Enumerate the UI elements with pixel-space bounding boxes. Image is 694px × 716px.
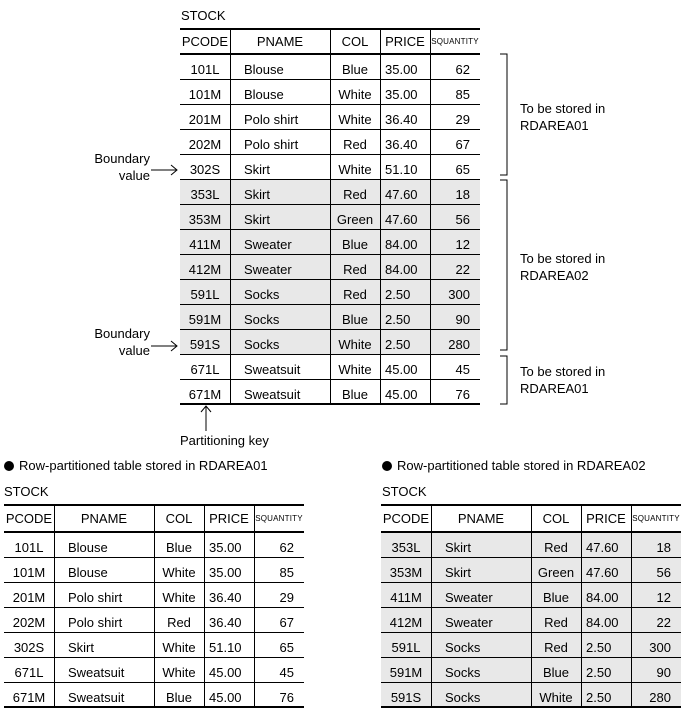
col-cell: Red bbox=[343, 287, 367, 302]
header-pname: PNAME bbox=[80, 510, 128, 526]
price-cell: 84.00 bbox=[385, 237, 418, 252]
pcode-cell: 101L bbox=[190, 62, 220, 77]
col-cell: Blue bbox=[165, 690, 193, 705]
quantity-cell: 300 bbox=[448, 287, 470, 302]
quantity-cell: 29 bbox=[279, 590, 294, 605]
price-cell: 35.00 bbox=[385, 62, 418, 77]
pcode-cell: 302S bbox=[13, 640, 45, 655]
quantity-cell: 76 bbox=[279, 690, 294, 705]
price-cell: 2.50 bbox=[586, 640, 612, 655]
quantity-cell: 76 bbox=[455, 387, 470, 402]
boundary-arrow-1 bbox=[151, 165, 177, 175]
pname-cell: Blouse bbox=[244, 62, 284, 77]
pname-cell: Polo shirt bbox=[244, 112, 299, 127]
pname-cell: Socks bbox=[445, 690, 481, 705]
bracket-label-3: To be stored in RDAREA01 bbox=[520, 364, 606, 396]
column-rule bbox=[431, 504, 432, 707]
col-cell: Blue bbox=[542, 590, 570, 605]
header-col: COL bbox=[341, 33, 369, 49]
pname-cell: Sweatsuit bbox=[244, 387, 301, 402]
quantity-cell: 67 bbox=[455, 137, 470, 152]
pname-cell: Socks bbox=[244, 312, 280, 327]
column-rule bbox=[204, 504, 205, 707]
pname-cell: Sweatsuit bbox=[244, 362, 301, 377]
pcode-cell: 353M bbox=[188, 212, 222, 227]
partition-key-arrow bbox=[201, 406, 211, 431]
column-rule bbox=[54, 504, 55, 707]
quantity-cell: 45 bbox=[455, 362, 470, 377]
pcode-cell: 591M bbox=[188, 312, 222, 327]
partition-key-label: Partitioning key bbox=[180, 433, 269, 448]
quantity-cell: 56 bbox=[656, 565, 671, 580]
pcode-cell: 353L bbox=[190, 187, 220, 202]
header-col: COL bbox=[542, 510, 570, 526]
col-cell: Blue bbox=[542, 665, 570, 680]
bullet-icon bbox=[382, 461, 392, 471]
column-rule bbox=[531, 504, 532, 707]
quantity-cell: 280 bbox=[448, 337, 470, 352]
column-rule bbox=[154, 504, 155, 707]
pcode-cell: 591M bbox=[389, 665, 423, 680]
pname-cell: Socks bbox=[244, 337, 280, 352]
col-cell: Blue bbox=[341, 312, 369, 327]
price-cell: 2.50 bbox=[586, 665, 612, 680]
col-cell: White bbox=[338, 337, 372, 352]
price-cell: 36.40 bbox=[209, 615, 242, 630]
pname-cell: Polo shirt bbox=[244, 137, 299, 152]
header-pcode: PCODE bbox=[5, 510, 53, 526]
pname-cell: Sweatsuit bbox=[68, 665, 125, 680]
pname-cell: Sweater bbox=[244, 262, 292, 277]
header-pname: PNAME bbox=[256, 33, 304, 49]
col-cell: White bbox=[338, 362, 372, 377]
header-squantity: SQUANTITY bbox=[632, 513, 680, 523]
pcode-cell: 412M bbox=[389, 615, 423, 630]
header-squantity: SQUANTITY bbox=[431, 36, 479, 46]
price-cell: 35.00 bbox=[209, 540, 242, 555]
pname-cell: Skirt bbox=[244, 212, 270, 227]
col-cell: Blue bbox=[341, 62, 369, 77]
price-cell: 47.60 bbox=[385, 187, 418, 202]
pname-cell: Sweatsuit bbox=[68, 690, 125, 705]
boundary-arrow-2 bbox=[151, 341, 177, 351]
price-cell: 84.00 bbox=[385, 262, 418, 277]
quantity-cell: 90 bbox=[656, 665, 671, 680]
main-table-title: STOCK bbox=[181, 8, 226, 23]
pname-cell: Sweater bbox=[445, 615, 493, 630]
col-cell: Blue bbox=[341, 237, 369, 252]
pcode-cell: 101M bbox=[12, 565, 46, 580]
pname-cell: Socks bbox=[445, 665, 481, 680]
left-table-caption bbox=[4, 459, 268, 472]
pcode-cell: 202M bbox=[12, 615, 46, 630]
right-caption-text: Row-partitioned table stored in RDAREA02 bbox=[397, 458, 646, 473]
quantity-cell: 67 bbox=[279, 615, 294, 630]
price-cell: 45.00 bbox=[385, 362, 418, 377]
quantity-cell: 85 bbox=[279, 565, 294, 580]
bracket-label-2: To be stored in RDAREA02 bbox=[520, 251, 606, 283]
price-cell: 47.60 bbox=[586, 540, 619, 555]
price-cell: 2.50 bbox=[385, 312, 411, 327]
quantity-cell: 12 bbox=[656, 590, 671, 605]
pname-cell: Blouse bbox=[68, 565, 108, 580]
pcode-cell: 671M bbox=[188, 387, 222, 402]
bracket-rdarea02 bbox=[500, 180, 507, 350]
col-cell: White bbox=[338, 112, 372, 127]
header-pname: PNAME bbox=[457, 510, 505, 526]
pname-cell: Sweater bbox=[445, 590, 493, 605]
pname-cell: Polo shirt bbox=[68, 590, 123, 605]
price-cell: 47.60 bbox=[586, 565, 619, 580]
header-pcode: PCODE bbox=[382, 510, 430, 526]
col-cell: Red bbox=[544, 540, 568, 555]
bracket-rdarea01-top bbox=[500, 54, 507, 175]
price-cell: 2.50 bbox=[586, 690, 612, 705]
pcode-cell: 591L bbox=[391, 640, 421, 655]
pcode-cell: 412M bbox=[188, 262, 222, 277]
pcode-cell: 411M bbox=[189, 237, 221, 252]
quantity-cell: 22 bbox=[656, 615, 671, 630]
pname-cell: Sweater bbox=[244, 237, 292, 252]
pcode-cell: 671L bbox=[190, 362, 220, 377]
col-cell: Red bbox=[544, 615, 568, 630]
quantity-cell: 12 bbox=[455, 237, 470, 252]
pcode-cell: 671M bbox=[12, 690, 46, 705]
price-cell: 36.40 bbox=[385, 137, 418, 152]
price-cell: 84.00 bbox=[586, 615, 619, 630]
column-rule bbox=[254, 504, 255, 707]
col-cell: Red bbox=[343, 262, 367, 277]
price-cell: 47.60 bbox=[385, 212, 418, 227]
boundary-label-1: Boundary value bbox=[94, 151, 150, 183]
price-cell: 45.00 bbox=[385, 387, 418, 402]
header-price: PRICE bbox=[586, 510, 626, 526]
pcode-cell: 591L bbox=[190, 287, 220, 302]
pcode-cell: 101L bbox=[14, 540, 44, 555]
right-table-title: STOCK bbox=[382, 484, 427, 499]
rdarea01-stock-table bbox=[4, 504, 304, 709]
quantity-cell: 65 bbox=[455, 162, 470, 177]
pcode-cell: 302S bbox=[189, 162, 221, 177]
pname-cell: Socks bbox=[445, 640, 481, 655]
header-squantity: SQUANTITY bbox=[255, 513, 303, 523]
quantity-cell: 29 bbox=[455, 112, 470, 127]
price-cell: 35.00 bbox=[385, 87, 418, 102]
column-rule bbox=[631, 504, 632, 707]
pname-cell: Skirt bbox=[68, 640, 94, 655]
pcode-cell: 202M bbox=[188, 137, 222, 152]
pname-cell: Polo shirt bbox=[68, 615, 123, 630]
col-cell: White bbox=[539, 690, 573, 705]
col-cell: Red bbox=[167, 615, 191, 630]
col-cell: Green bbox=[537, 565, 575, 580]
header-col: COL bbox=[165, 510, 193, 526]
quantity-cell: 280 bbox=[649, 690, 671, 705]
quantity-cell: 45 bbox=[279, 665, 294, 680]
price-cell: 84.00 bbox=[586, 590, 619, 605]
bracket-rdarea01-bottom bbox=[500, 356, 507, 404]
price-cell: 2.50 bbox=[385, 337, 411, 352]
price-cell: 51.10 bbox=[209, 640, 242, 655]
header-pcode: PCODE bbox=[181, 33, 229, 49]
pname-cell: Skirt bbox=[445, 540, 471, 555]
price-cell: 36.40 bbox=[209, 590, 242, 605]
quantity-cell: 85 bbox=[455, 87, 470, 102]
pname-cell: Blouse bbox=[68, 540, 108, 555]
pcode-cell: 411M bbox=[390, 590, 422, 605]
col-cell: Green bbox=[336, 212, 374, 227]
pname-cell: Socks bbox=[244, 287, 280, 302]
left-table-title: STOCK bbox=[4, 484, 49, 499]
column-rule bbox=[581, 504, 582, 707]
price-cell: 36.40 bbox=[385, 112, 418, 127]
col-cell: Red bbox=[343, 187, 367, 202]
pcode-cell: 353M bbox=[389, 565, 423, 580]
quantity-cell: 18 bbox=[455, 187, 470, 202]
col-cell: White bbox=[162, 565, 196, 580]
boundary-label-2: Boundary value bbox=[94, 326, 150, 358]
pcode-cell: 591S bbox=[390, 690, 422, 705]
quantity-cell: 65 bbox=[279, 640, 294, 655]
pname-cell: Skirt bbox=[244, 187, 270, 202]
col-cell: Blue bbox=[341, 387, 369, 402]
bracket-label-1: To be stored in RDAREA01 bbox=[520, 101, 606, 133]
col-cell: Red bbox=[343, 137, 367, 152]
pcode-cell: 101M bbox=[188, 87, 222, 102]
col-cell: White bbox=[162, 590, 196, 605]
pcode-cell: 671L bbox=[14, 665, 44, 680]
left-caption-text: Row-partitioned table stored in RDAREA01 bbox=[19, 458, 268, 473]
header-price: PRICE bbox=[385, 33, 425, 49]
quantity-cell: 62 bbox=[279, 540, 294, 555]
header-price: PRICE bbox=[209, 510, 249, 526]
price-cell: 45.00 bbox=[209, 665, 242, 680]
col-cell: White bbox=[162, 640, 196, 655]
quantity-cell: 90 bbox=[455, 312, 470, 327]
pname-cell: Skirt bbox=[445, 565, 471, 580]
right-table-caption bbox=[382, 459, 646, 472]
pcode-cell: 591S bbox=[189, 337, 221, 352]
quantity-cell: 18 bbox=[656, 540, 671, 555]
col-cell: White bbox=[338, 162, 372, 177]
price-cell: 45.00 bbox=[209, 690, 242, 705]
quantity-cell: 56 bbox=[455, 212, 470, 227]
col-cell: White bbox=[338, 87, 372, 102]
col-cell: Red bbox=[544, 640, 568, 655]
price-cell: 35.00 bbox=[209, 565, 242, 580]
rdarea02-stock-table bbox=[381, 504, 681, 709]
quantity-cell: 62 bbox=[455, 62, 470, 77]
pname-cell: Skirt bbox=[244, 162, 270, 177]
price-cell: 2.50 bbox=[385, 287, 411, 302]
pcode-cell: 353L bbox=[391, 540, 421, 555]
col-cell: Blue bbox=[165, 540, 193, 555]
pcode-cell: 201M bbox=[12, 590, 46, 605]
col-cell: White bbox=[162, 665, 196, 680]
pcode-cell: 201M bbox=[188, 112, 222, 127]
bullet-icon bbox=[4, 461, 14, 471]
pname-cell: Blouse bbox=[244, 87, 284, 102]
quantity-cell: 300 bbox=[649, 640, 671, 655]
price-cell: 51.10 bbox=[385, 162, 418, 177]
quantity-cell: 22 bbox=[455, 262, 470, 277]
